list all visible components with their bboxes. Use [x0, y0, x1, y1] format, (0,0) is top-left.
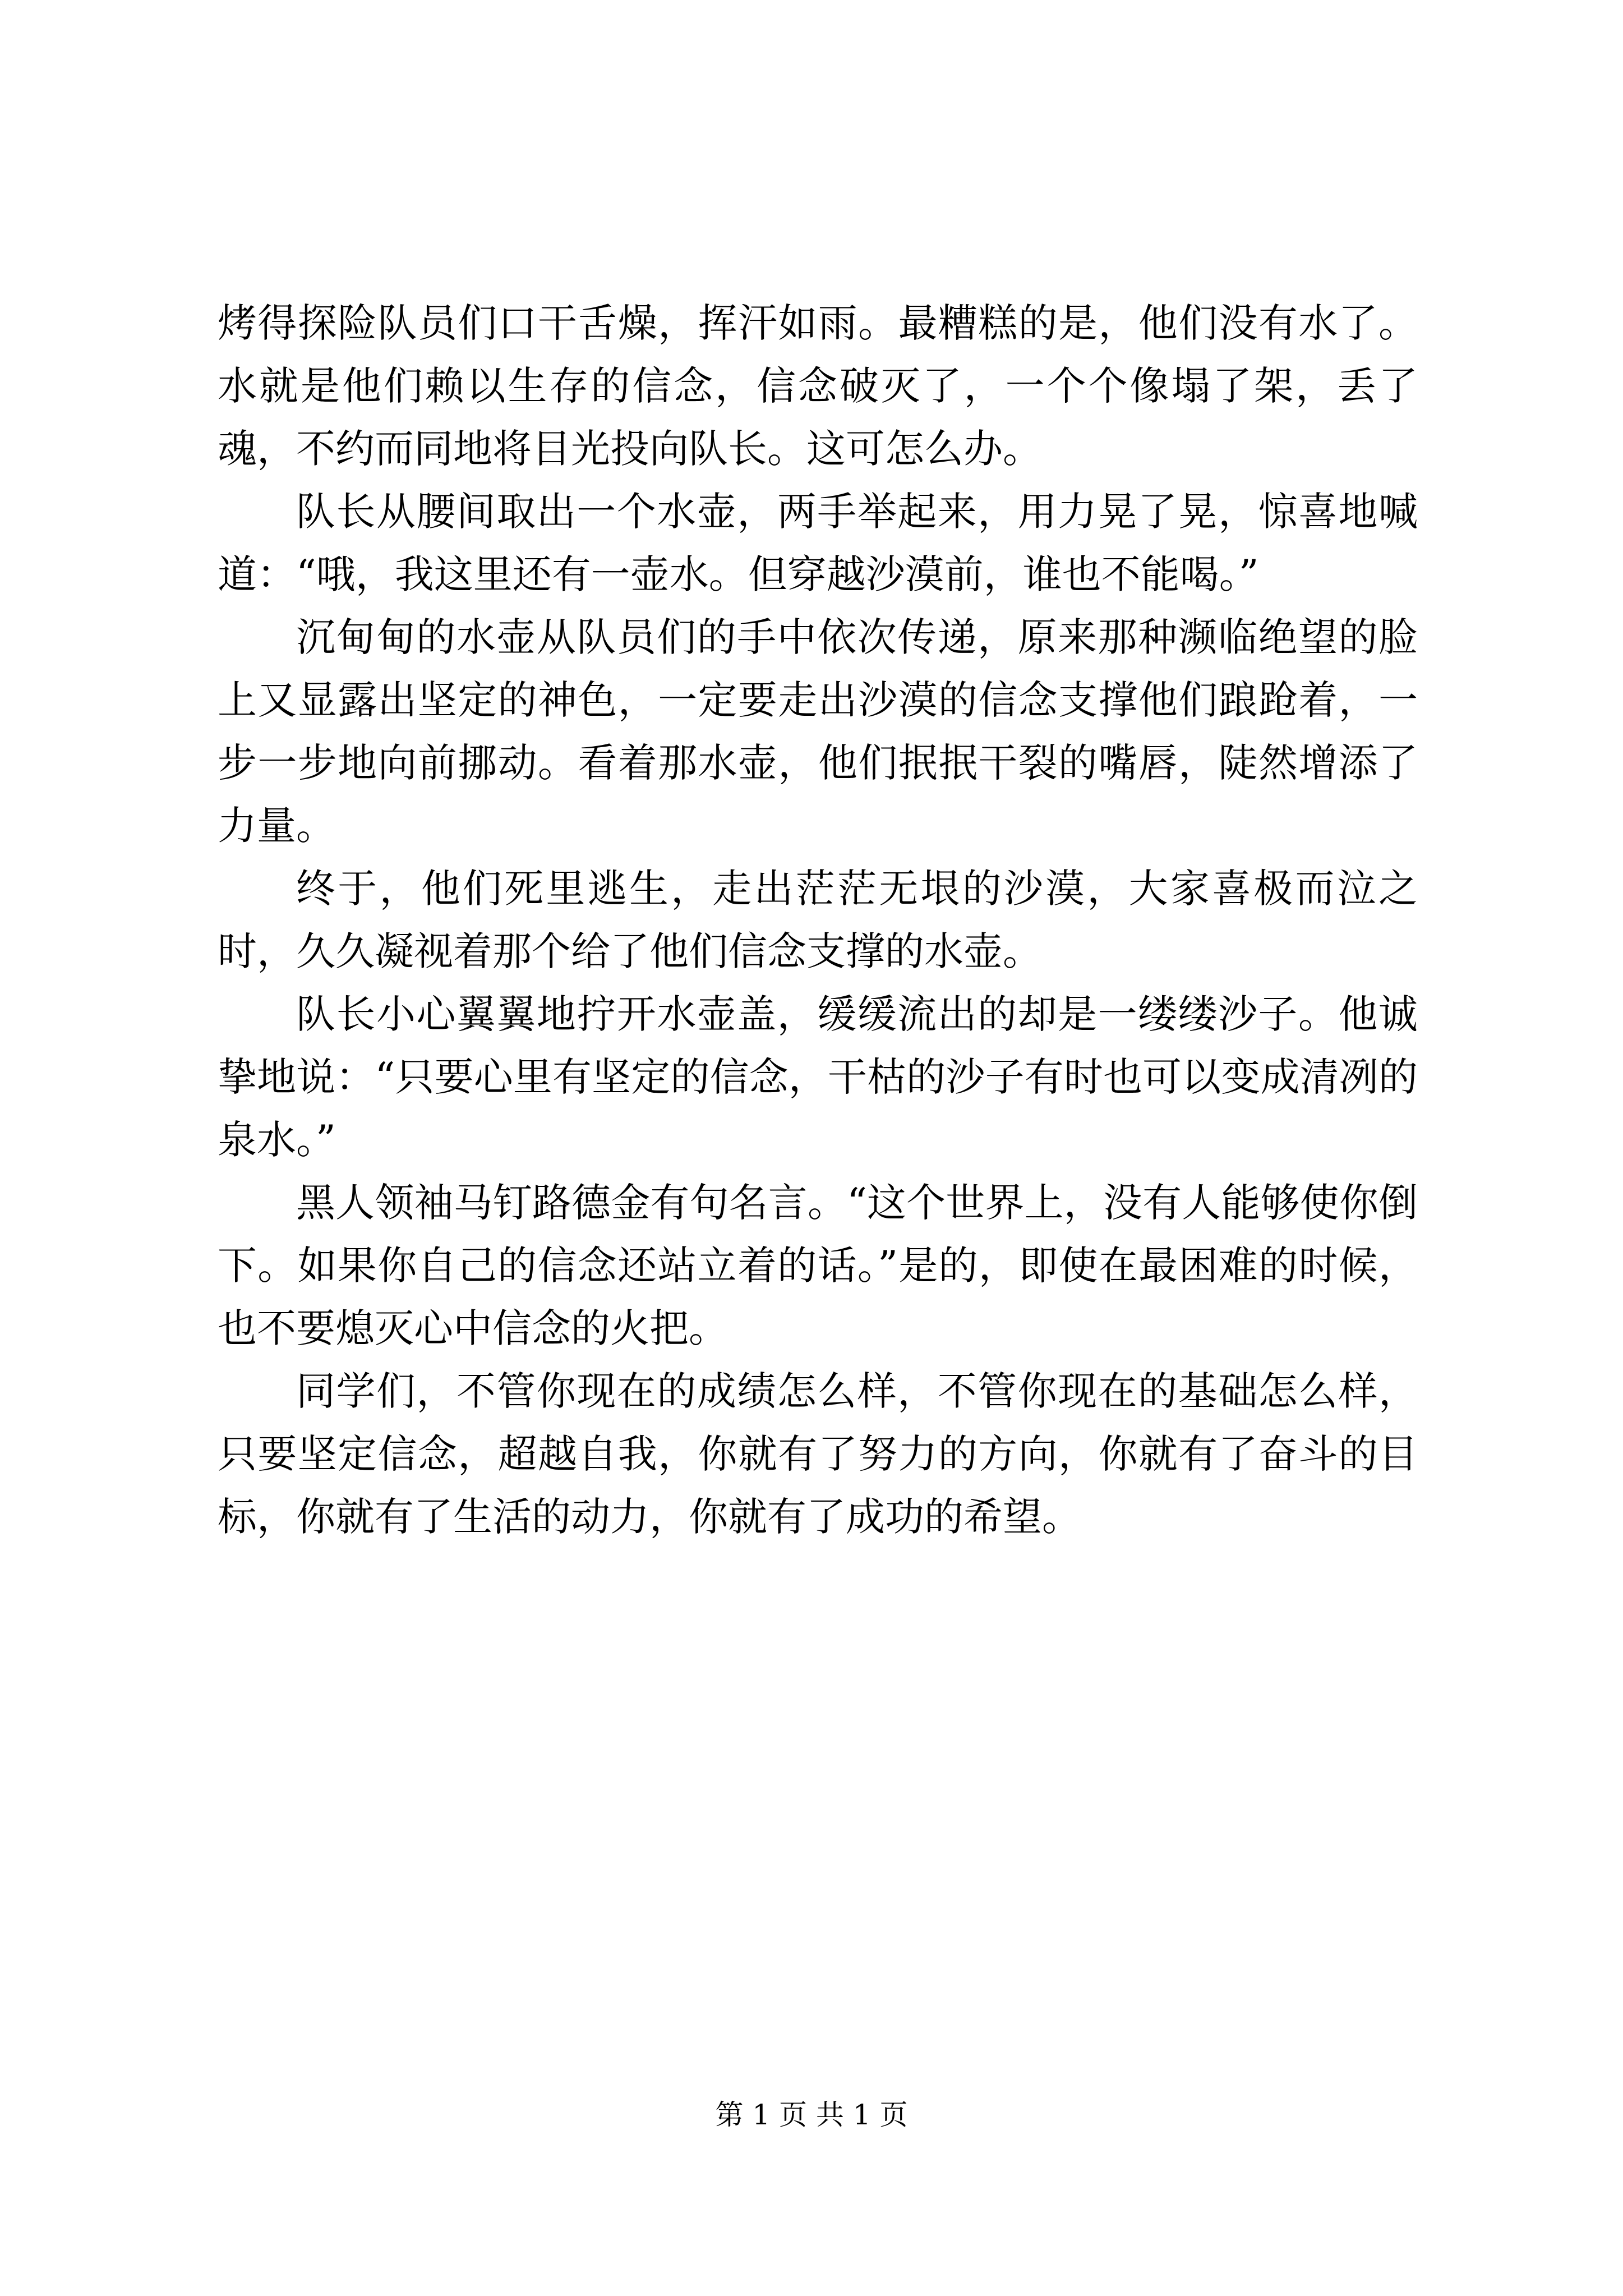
paragraph: 终于，他们死里逃生，走出茫茫无垠的沙漠，大家喜极而泣之时，久久凝视着那个给了他们信念支撑的水壶。: [218, 866, 1418, 974]
paragraph: 沉甸甸的水壶从队员们的手中依次传递，原来那种濒临绝望的脸上又显露出坚定的神色，一定要走出沙漠的信念支撑他们踉跄着，一步一步地向前挪动。看着那水壶，他们抿抿干裂的嘴唇，陡然增添了力量。: [218, 614, 1418, 849]
paragraph: 队长小心翼翼地拧开水壶盖，缓缓流出的却是一缕缕沙子。他诚挚地说：“只要心里有坚定的信念，干枯的沙子有时也可以变成清冽的泉水。”: [218, 991, 1418, 1163]
paragraph: 黑人领袖马钉路德金有句名言。“这个世界上，没有人能够使你倒下。如果你自己的信念还站立着的话。”是的，即使在最困难的时候，也不要熄灭心中信念的火把。: [218, 1180, 1418, 1351]
document-body: [218, 292, 1418, 1548]
page-footer: [0, 2095, 1623, 2134]
paragraph: 烤得探险队员们口干舌燥，挥汗如雨。最糟糕的是，他们没有水了。水就是他们赖以生存的信念，信念破灭了，一个个像塌了架，丢了魂，不约而同地将目光投向队长。这可怎么办。: [218, 300, 1418, 472]
page-number: 第 1 页 共 1 页: [715, 2099, 908, 2131]
paragraph: 同学们，不管你现在的成绩怎么样，不管你现在的基础怎么样，只要坚定信念，超越自我，你就有了努力的方向，你就有了奋斗的目标，你就有了生活的动力，你就有了成功的希望。: [218, 1368, 1418, 1540]
paragraph: 队长从腰间取出一个水壶，两手举起来，用力晃了晃，惊喜地喊道：“哦，我这里还有一壶水。但穿越沙漠前，谁也不能喝。”: [218, 489, 1418, 597]
